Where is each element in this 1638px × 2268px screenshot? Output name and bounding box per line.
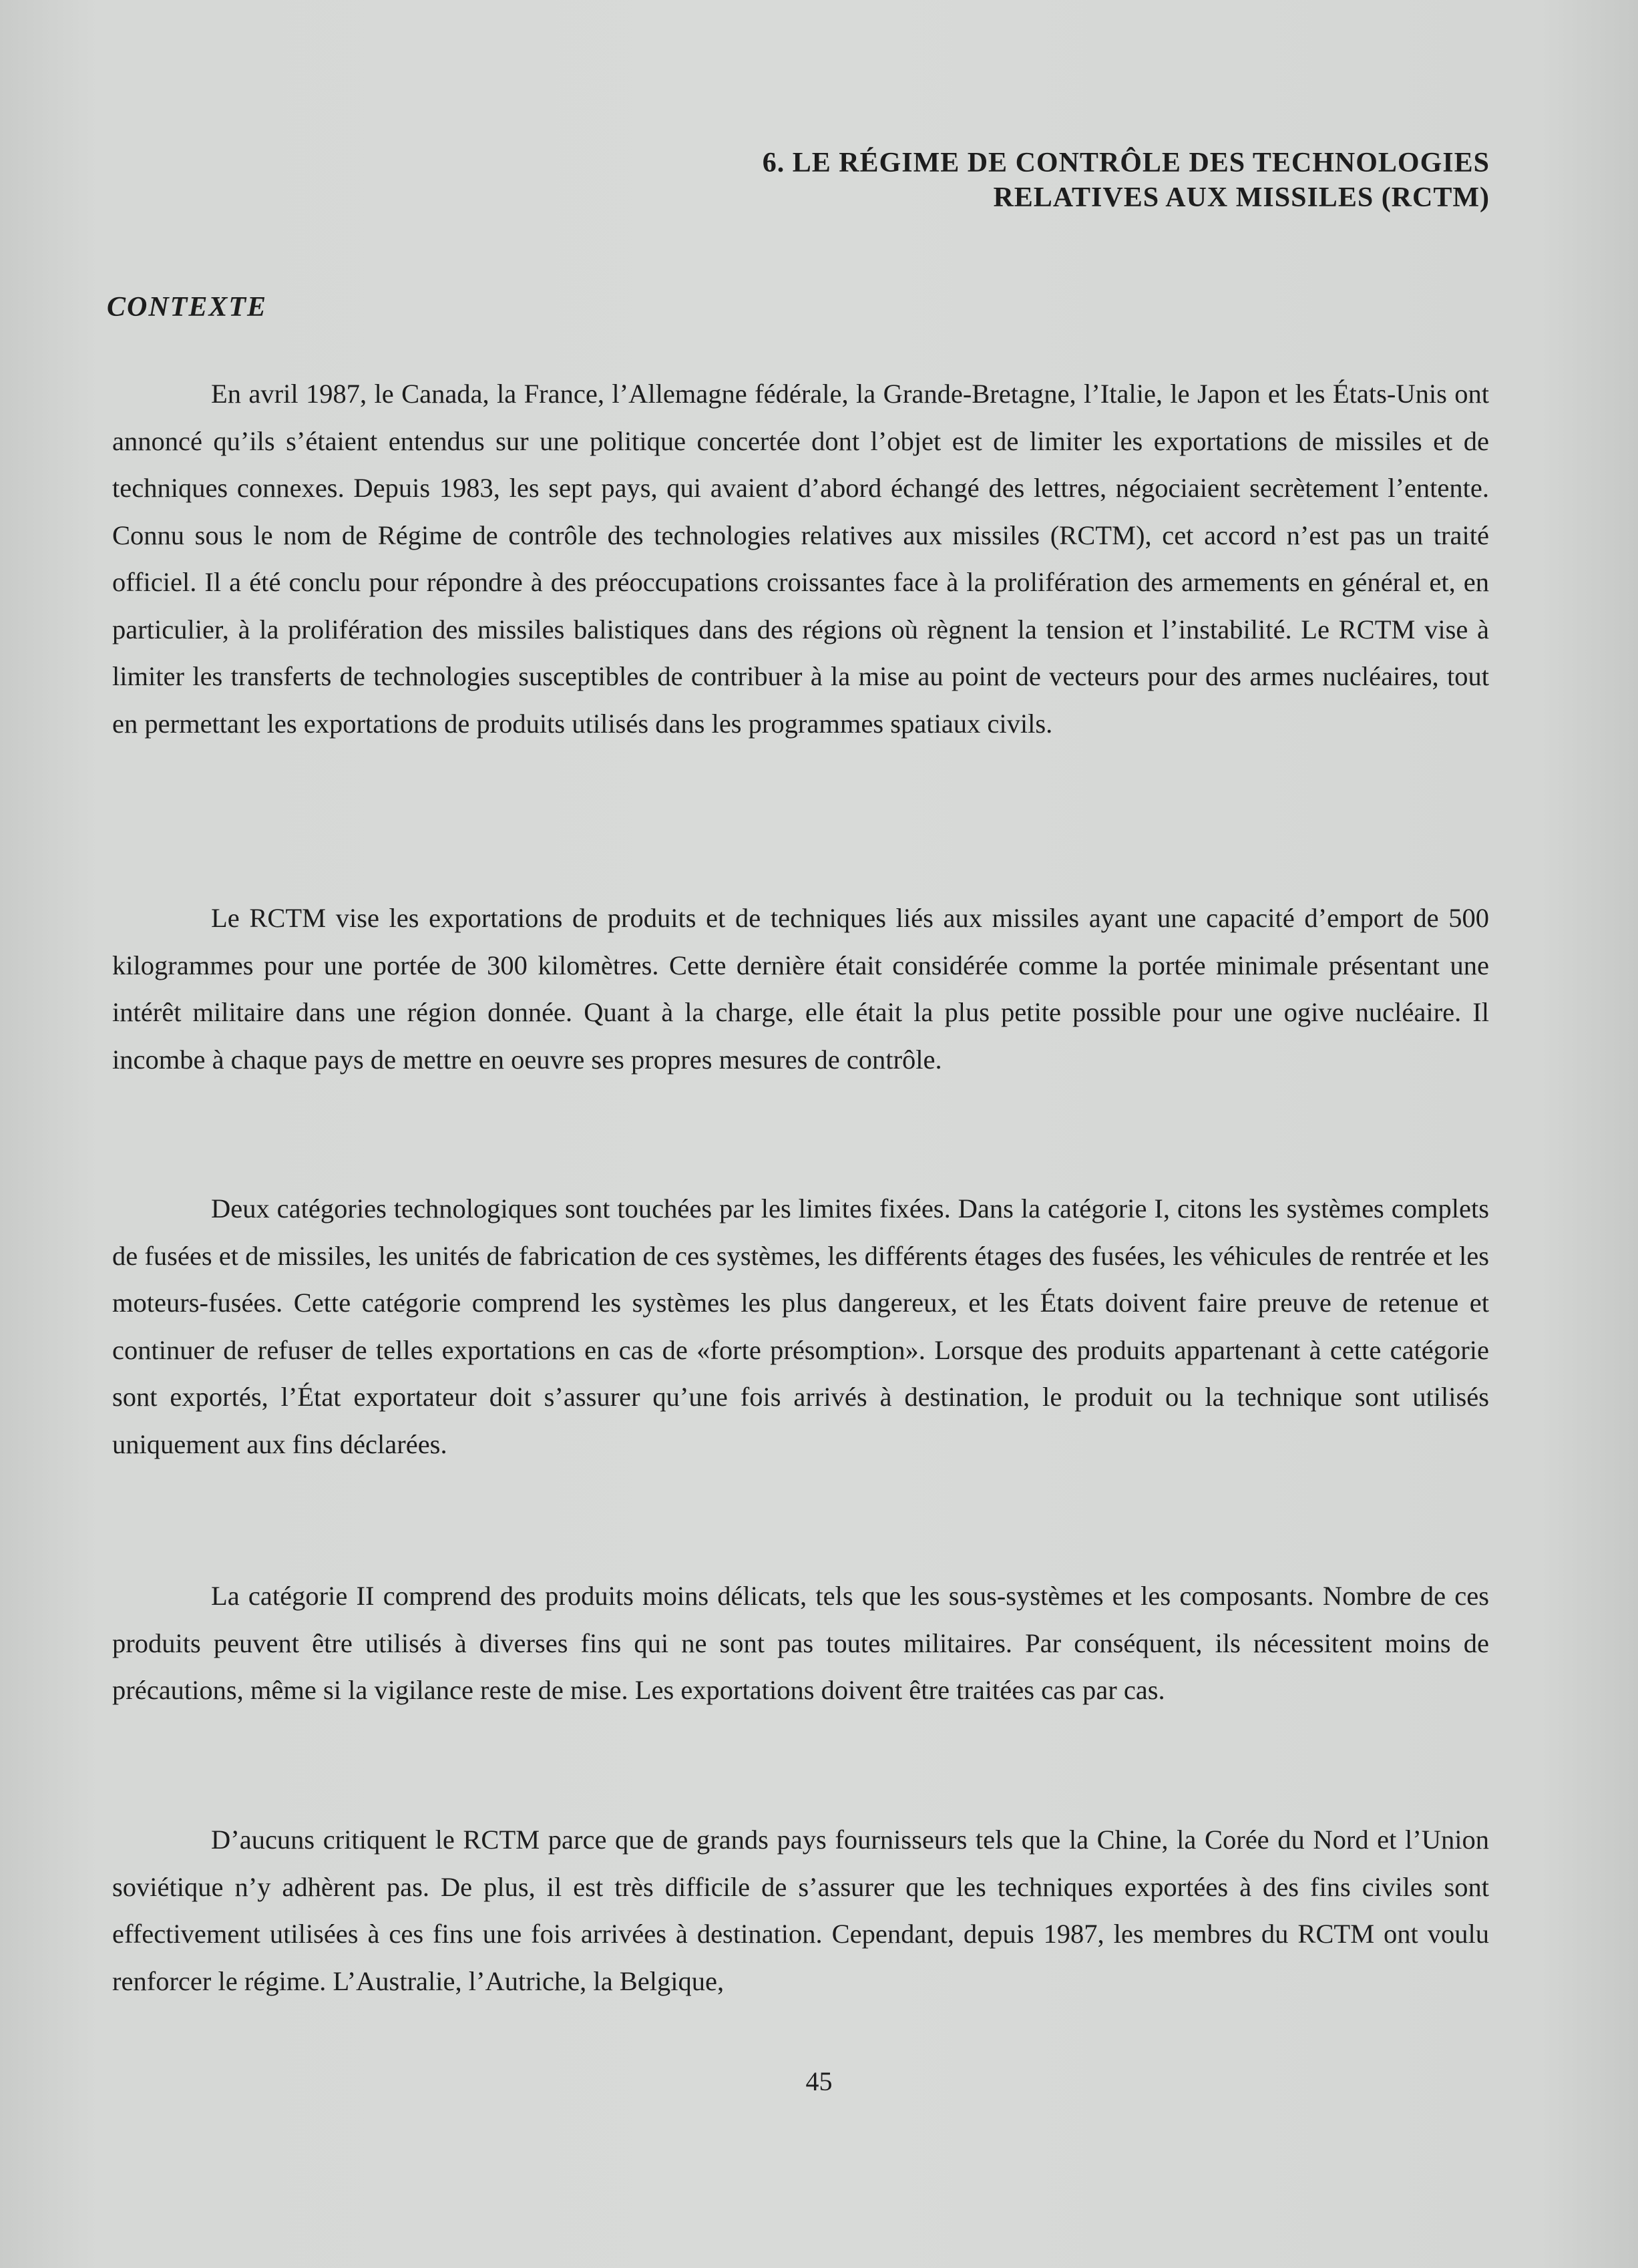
chapter-title-line-1: 6. LE RÉGIME DE CONTRÔLE DES TECHNOLOGIES [762, 148, 1490, 178]
section-heading: CONTEXTE [107, 292, 268, 323]
paragraph-3: Deux catégories technologiques sont touchées par les limites fixées. Dans la catégorie I, citons les systèmes complets de fusées et de missiles, les unités de fabrication de ces systèmes, les différents étages des fusées, les véhicules de rentrée et les moteurs-fusées. Cette catégorie comprend les systèmes les plus dangereux, et les États doivent faire preuve de retenue et continuer de refuser de telles exportations en cas de «forte présomption». Lorsque des produits appartenant à cette catégorie sont exportés, l’État exportateur doit s’assurer qu’une fois arrivés à destination, le produit ou la technique sont utilisés uniquement aux fins déclarées. [112, 1193, 1489, 1459]
paragraph-1: En avril 1987, le Canada, la France, l’Allemagne fédérale, la Grande-Bretagne, l’Italie, le Japon et les États-Unis ont annoncé qu’ils s’étaient entendus sur une politique concertée dont l’objet est de limiter les exportations de missiles et de techniques connexes. Depuis 1983, les sept pays, qui avaient d’abord échangé des lettres, négociaient secrètement l’entente. Connu sous le nom de Régime de contrôle des technologies relatives aux missiles (RCTM), cet accord n’est pas un traité officiel. Il a été conclu pour répondre à des préoccupations croissantes face à la prolifération des armements en général et, en particulier, à la prolifération des missiles balistiques dans des régions où règnent la tension et l’instabilité. Le RCTM vise à limiter les transferts de technologies susceptibles de contribuer à la mise au point de vecteurs pour des armes nucléaires, tout en permettant les exportations de produits utilisés dans les programmes spatiaux civils. [112, 379, 1489, 739]
paragraph-4: La catégorie II comprend des produits moins délicats, tels que les sous-systèmes et les composants. Nombre de ces produits peuvent être utilisés à diverses fins qui ne sont pas toutes militaires. Par conséquent, ils nécessitent moins de précautions, même si la vigilance reste de mise. Les exportations doivent être traitées cas par cas. [112, 1581, 1489, 1705]
page-number: 45 [805, 2066, 833, 2096]
chapter-title [421, 146, 1490, 215]
paragraph-2: Le RCTM vise les exportations de produits et de techniques liés aux missiles ayant une capacité d’emport de 500 kilogrammes pour une portée de 300 kilomètres. Cette dernière était considérée comme la portée minimale présentant une intérêt militaire dans une région donnée. Quant à la charge, elle était la plus petite possible pour une ogive nucléaire. Il incombe à chaque pays de mettre en oeuvre ses propres mesures de contrôle. [112, 903, 1489, 1075]
chapter-title-line-2: RELATIVES AUX MISSILES (RCTM) [993, 182, 1490, 213]
paragraph-5: D’aucuns critiquent le RCTM parce que de grands pays fournisseurs tels que la Chine, la Corée du Nord et l’Union soviétique n’y adhèrent pas. De plus, il est très difficile de s’assurer que les techniques exportées à des fins civiles sont effectivement utilisées à ces fins une fois arrivées à destination. Cependant, depuis 1987, les membres du RCTM ont voulu renforcer le régime. L’Australie, l’Autriche, la Belgique, [112, 1825, 1489, 1996]
